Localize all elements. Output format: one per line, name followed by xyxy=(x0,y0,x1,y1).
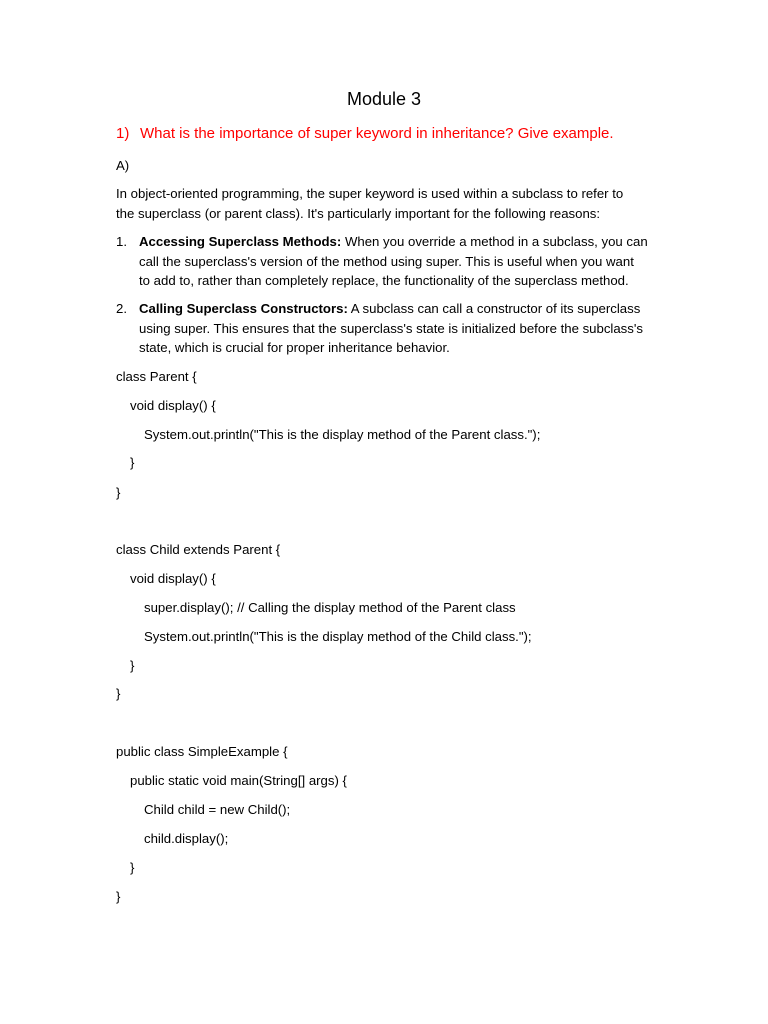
intro-line-2: the superclass (or parent class). It's particularly important for the following reasons: xyxy=(116,206,601,221)
code-line: public class SimpleExample { xyxy=(116,744,288,759)
intro-line-1: In object-oriented programming, the super keyword is used within a subclass to refer to xyxy=(116,186,624,201)
list-heading: Accessing Superclass Methods: xyxy=(139,234,342,249)
question-number: 1) xyxy=(116,125,130,142)
code-line: } xyxy=(116,686,121,701)
list-text: call the superclass's version of the method using super. This is useful when you want xyxy=(139,253,634,269)
list-item xyxy=(116,299,676,358)
list-heading: Calling Superclass Constructors: xyxy=(139,301,348,316)
code-line: } xyxy=(116,889,121,904)
list-text: A subclass can call a constructor of its superclass xyxy=(347,301,641,316)
code-line: super.display(); // Calling the display method of the Parent class xyxy=(144,600,516,615)
code-line: } xyxy=(116,485,121,500)
code-line: System.out.println("This is the display method of the Parent class."); xyxy=(144,427,541,442)
list-text: state, which is crucial for proper inheritance behavior. xyxy=(139,340,450,355)
list-number: 1. xyxy=(116,234,127,249)
list-number: 2. xyxy=(116,301,127,316)
list-text: to add to, rather than completely replace, the functionality of the superclass method. xyxy=(139,273,629,288)
code-line: } xyxy=(130,658,135,673)
question-text: What is the importance of super keyword in inheritance? Give example. xyxy=(140,125,614,142)
list-item xyxy=(116,232,676,291)
code-line: Child child = new Child(); xyxy=(144,802,291,817)
code-line: class Parent { xyxy=(116,369,197,384)
list-text: When you override a method in a subclass, you can xyxy=(341,234,648,249)
code-line: } xyxy=(130,455,135,470)
code-line: void display() { xyxy=(130,571,216,586)
code-line: } xyxy=(130,860,135,875)
answer-label: A) xyxy=(116,158,130,173)
code-line: child.display(); xyxy=(144,831,229,846)
page-title: Module 3 xyxy=(346,89,422,109)
code-line: System.out.println("This is the display method of the Child class."); xyxy=(144,629,532,644)
code-line: public static void main(String[] args) { xyxy=(130,773,347,788)
list-text: using super. This ensures that the superclass's state is initialized before the subclass's xyxy=(139,320,643,336)
code-line: void display() { xyxy=(130,398,216,413)
question-heading xyxy=(116,123,614,145)
code-line: class Child extends Parent { xyxy=(116,542,281,557)
